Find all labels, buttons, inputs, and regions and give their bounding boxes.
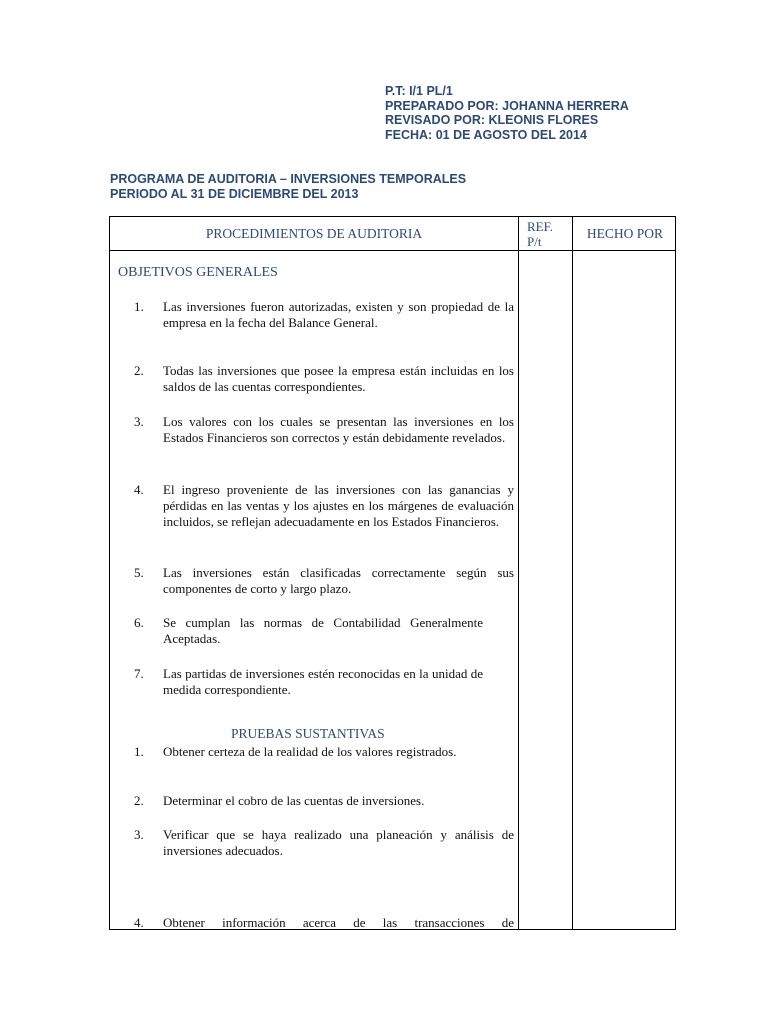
pt-reference: P.T: I/1 PL/1 — [385, 84, 453, 98]
header-procedimientos: PROCEDIMIENTOS DE AUDITORIA — [205, 225, 423, 241]
header-ref — [519, 217, 572, 250]
pruebas-heading: PRUEBAS SUSTANTIVAS — [231, 726, 385, 741]
list-item: 1. Obtener certeza de la realidad de los valores registrados. — [134, 744, 457, 759]
document-meta — [385, 84, 629, 142]
header-ref-line-1: REF. — [527, 218, 554, 234]
list-item: 2. Determinar el cobro de las cuentas de inversiones. — [134, 793, 425, 808]
header-hecho-por: HECHO POR — [586, 225, 664, 241]
reviewed-by: REVISADO POR: KLEONIS FLORES — [385, 113, 599, 127]
list-item: 4. Obtener información acerca de las transacciones de — [134, 915, 514, 930]
title-line-1: PROGRAMA DE AUDITORIA – INVERSIONES TEMPORALES — [110, 172, 467, 186]
prepared-by: PREPARADO POR: JOHANNA HERRERA — [385, 98, 629, 113]
header-divider — [110, 250, 675, 251]
title-line-2: PERIODO AL 31 DE DICIEMBRE DEL 2013 — [110, 187, 359, 201]
header-ref-line-2: P/t — [527, 233, 542, 249]
list-item: 2. Todas las inversiones que posee la empresa están incluidas en los saldos de las cuentas correspondientes. — [134, 363, 514, 394]
list-item: 4. El ingreso proveniente de las inversiones con las ganancias y pérdidas en las ventas y los ajustes en los márgenes de evaluación incluidos, se reflejan adecuadamente en los Estados Financieros. — [134, 482, 514, 529]
objetivos-heading: OBJETIVOS GENERALES — [118, 265, 278, 280]
list-item: 3. Verificar que se haya realizado una planeación y análisis de inversiones adecuados. — [134, 827, 514, 858]
list-item: 5. Las inversiones están clasificadas correctamente según sus componentes de corto y largo plazo. — [134, 565, 514, 596]
list-item: 6. Se cumplan las normas de Contabilidad Generalmente Aceptadas. — [134, 615, 483, 646]
list-item: 1. Las inversiones fueron autorizadas, existen y son propiedad de la empresa en la fecha del Balance General. — [134, 299, 514, 330]
audit-program-table — [109, 216, 676, 930]
list-item: 3. Los valores con los cuales se presentan las inversiones en los Estados Financieros son correctos y están debidamente revelados. — [134, 414, 514, 445]
column-divider — [518, 217, 519, 929]
list-item: 7. Las partidas de inversiones estén reconocidas en la unidad de medida correspondiente. — [134, 666, 483, 697]
column-divider — [572, 217, 573, 929]
document-title — [110, 172, 466, 202]
document-date: FECHA: 01 DE AGOSTO DEL 2014 — [385, 127, 587, 142]
